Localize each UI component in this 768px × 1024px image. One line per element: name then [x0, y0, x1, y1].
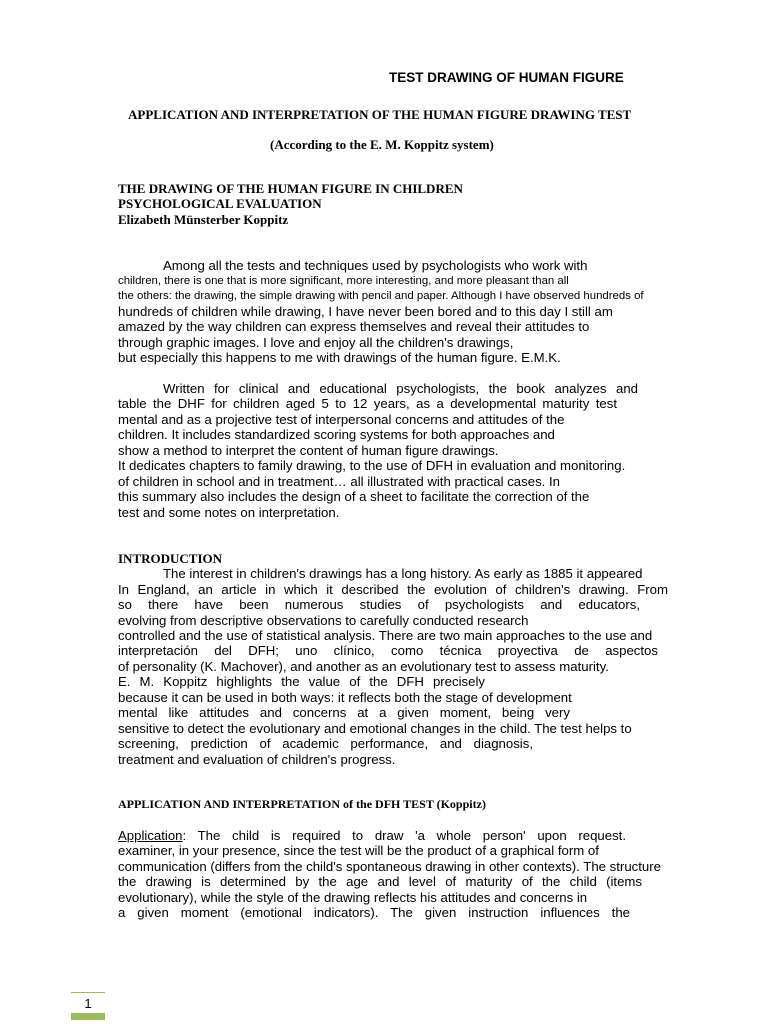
summary-line: children. It includes standardized scoring systems for both approaches and	[118, 427, 555, 442]
summary-line: table the DHF for children aged 5 to 12 years, as a developmental maturity test	[118, 396, 617, 411]
application-line: communication (differs from the child's spontaneous drawing in other contexts). The structure	[118, 859, 661, 874]
intro-line: screening, prediction of academic performance, and diagnosis,	[118, 736, 533, 751]
summary-line: It dedicates chapters to family drawing, to the use of DFH in evaluation and monitoring.	[118, 458, 626, 473]
intro-line: mental like attitudes and concerns at a given moment, being very	[118, 705, 570, 720]
document-subtitle: APPLICATION AND INTERPRETATION OF THE HUMAN FIGURE DRAWING TEST	[128, 107, 632, 122]
book-title-line-1: THE DRAWING OF THE HUMAN FIGURE IN CHILDREN	[118, 181, 463, 196]
quote-line: the others: the drawing, the simple drawing with pencil and paper. Although I have observed hundreds of	[118, 290, 644, 302]
intro-line: evolving from descriptive observations to carefully conducted research	[118, 613, 529, 628]
intro-line: sensitive to detect the evolutionary and emotional changes in the child. The test helps to	[118, 721, 632, 736]
intro-line: The interest in children's drawings has a long history. As early as 1885 it appeared	[163, 566, 643, 581]
application-heading: APPLICATION AND INTERPRETATION of the DFH TEST (Koppitz)	[118, 797, 486, 811]
page-number: 1	[84, 996, 92, 1011]
summary-line: Written for clinical and educational psychologists, the book analyzes and	[163, 381, 638, 396]
application-line: the drawing is determined by the age and level of maturity of the child (items	[118, 874, 642, 889]
book-author: Elizabeth Münsterber Koppitz	[118, 212, 289, 227]
introduction-heading: INTRODUCTION	[118, 551, 223, 566]
summary-line: this summary also includes the design of a sheet to facilitate the correction of the	[118, 489, 590, 504]
application-line: examiner, in your presence, since the test will be the product of a graphical form of	[118, 843, 599, 858]
intro-line: interpretación del DFH; uno clínico, como técnica proyectiva de aspectos	[118, 643, 658, 658]
intro-line: because it can be used in both ways: it reflects both the stage of development	[118, 690, 572, 705]
application-label: Application	[118, 828, 183, 843]
document-title: TEST DRAWING OF HUMAN FIGURE	[389, 70, 624, 85]
intro-line: In England, an article in which it described the evolution of children's drawing. From	[118, 582, 668, 597]
summary-line: test and some notes on interpretation.	[118, 505, 340, 520]
summary-line: show a method to interpret the content of human figure drawings.	[118, 443, 499, 458]
application-line: a given moment (emotional indicators). The given instruction influences the	[118, 905, 630, 920]
intro-line: E. M. Koppitz highlights the value of the DFH precisely	[118, 674, 485, 689]
intro-line: controlled and the use of statistical analysis. There are two main approaches to the use and	[118, 628, 653, 643]
intro-line: treatment and evaluation of children's progress.	[118, 752, 396, 767]
quote-line: amazed by the way children can express themselves and reveal their attitudes to	[118, 319, 590, 334]
application-line: evolutionary), while the style of the drawing reflects his attitudes and concerns in	[118, 890, 588, 905]
quote-line: Among all the tests and techniques used by psychologists who work with	[163, 258, 588, 273]
system-note: (According to the E. M. Koppitz system)	[270, 137, 494, 152]
summary-line: mental and as a projective test of interpersonal concerns and attitudes of the	[118, 412, 565, 427]
page-number-box	[71, 992, 105, 1020]
quote-line: hundreds of children while drawing, I have never been bored and to this day I still am	[118, 304, 613, 319]
application-line: Application: The child is required to draw 'a whole person' upon request.	[118, 828, 626, 843]
quote-line: through graphic images. I love and enjoy all the children's drawings,	[118, 335, 514, 350]
intro-line: so there have been numerous studies of psychologists and educators,	[118, 597, 640, 612]
intro-line: of personality (K. Machover), and another as an evolutionary test to assess maturity.	[118, 659, 609, 674]
book-title-line-2: PSYCHOLOGICAL EVALUATION	[118, 196, 322, 211]
summary-line: of children in school and in treatment… all illustrated with practical cases. In	[118, 474, 560, 489]
quote-line: children, there is one that is more significant, more interesting, and more pleasant than all	[118, 275, 569, 287]
page-number-bar	[71, 1013, 105, 1020]
quote-line: but especially this happens to me with drawings of the human figure. E.M.K.	[118, 350, 561, 365]
